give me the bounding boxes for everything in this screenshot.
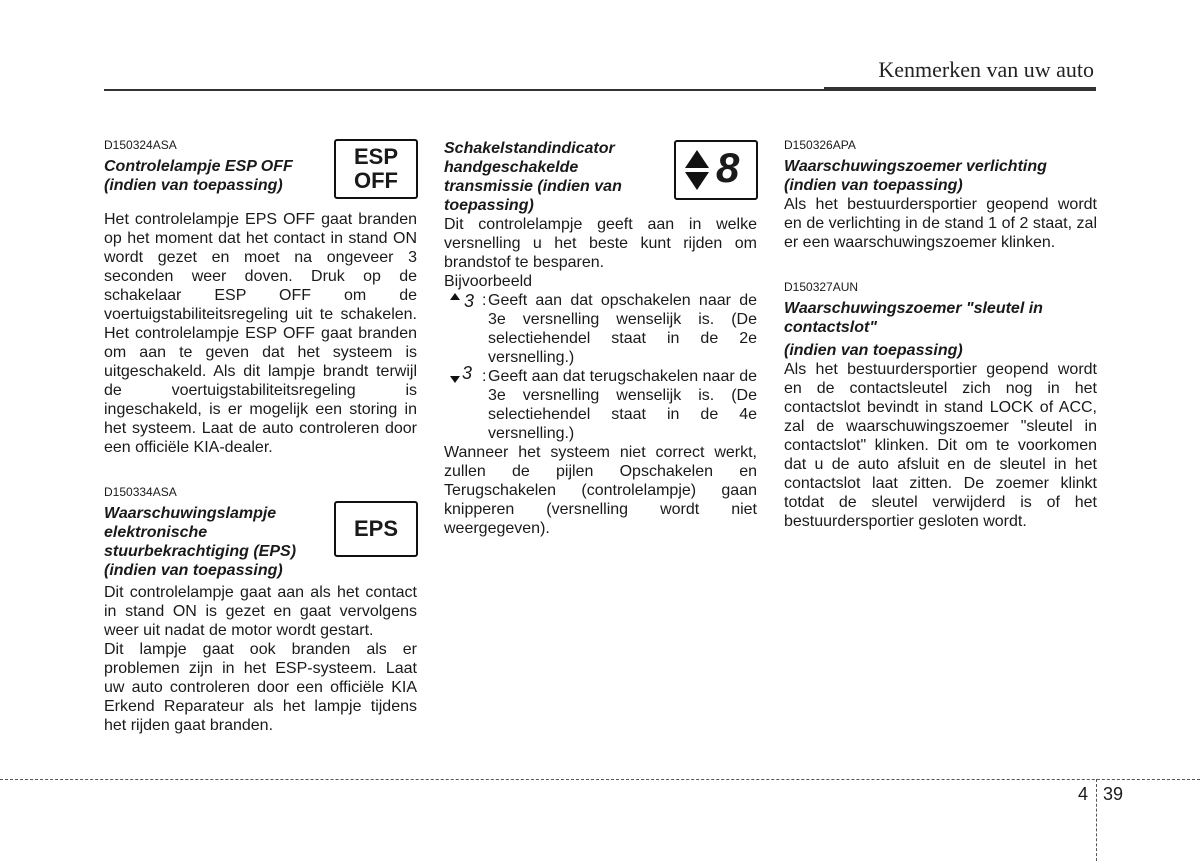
upshift-arrow-icon bbox=[448, 291, 478, 316]
example-text: Geeft aan dat terugschakelen naar de 3e versnelling wenselijk is. (De selectiehendel staat in de 4e versnelling.) bbox=[488, 368, 757, 442]
section-body: Dit controlelampje geeft aan in welke versnelling u het beste kunt rijden om brandstof te besparen. bbox=[444, 216, 757, 271]
footer-divider bbox=[1096, 779, 1097, 861]
section-body: Als het bestuurdersportier geopend wordt en de verlichting in de stand 1 of 2 staat, zal er een waarschuwingszoemer klinken. bbox=[784, 196, 1097, 251]
gear-number: 3 bbox=[462, 363, 473, 383]
example-label: Bijvoorbeeld bbox=[444, 273, 533, 290]
downshift-arrow-icon bbox=[448, 363, 478, 392]
esp-off-indicator-icon bbox=[334, 139, 418, 199]
footer-rule bbox=[0, 779, 1200, 780]
section-body: Dit lampje gaat ook branden als er problemen zijn in het ESP-systeem. Laat uw auto controleren door een officiële KIA Erkend Reparateur als het lampje tijdens het rijden gaat branden. bbox=[104, 641, 417, 734]
section-heading: Waarschuwingszoemer verlichting (indien van toepassing) bbox=[784, 158, 1047, 194]
gear-digit: 8 bbox=[716, 144, 740, 191]
section-code: D150327AUN bbox=[784, 280, 859, 294]
esp-off-icon-label: OFF bbox=[354, 168, 398, 193]
esp-off-icon-label: ESP bbox=[353, 144, 399, 169]
header-rule-accent bbox=[824, 87, 1096, 91]
example-text: Geeft aan dat opschakelen naar de 3e versnelling wenselijk is. (De selectiehendel staat in de 2e versnelling.) bbox=[488, 292, 757, 366]
eps-icon-label: EPS bbox=[353, 516, 399, 541]
chapter-number: 4 bbox=[1078, 784, 1089, 804]
section-code: D150326APA bbox=[784, 138, 856, 152]
column-3 bbox=[784, 138, 1097, 531]
section-code: D150334ASA bbox=[104, 485, 177, 499]
section-body: Als het bestuurdersportier geopend wordt en de contactsleutel zich nog in het contactslot bevindt in stand LOCK of ACC, zal de waarschuwingszoemer "sleutel in contactslot" klinken. Dit om te voorkomen dat u de auto afsluit en de sleutel in het contactslot laat zitten. De zoemer klinkt totdat de sleutel verwijderd is of het bestuurdersportier gesloten wordt. bbox=[784, 361, 1097, 530]
section-heading: Waarschuwingslampje elektronische stuurbekrachtiging (EPS) (indien van toepassing) bbox=[104, 505, 297, 579]
colon: : bbox=[482, 292, 487, 309]
downshift-example bbox=[444, 363, 757, 443]
section-body: Wanneer het systeem niet correct werkt, zullen de pijlen Opschakelen en Terugschakelen (controlelampje) gaan knipperen (versnelling wordt niet weergegeven). bbox=[444, 444, 757, 537]
section-body: Het controlelampje EPS OFF gaat branden op het moment dat het contact in stand ON wordt gezet en moet na ongeveer 3 seconden weer doven. Druk op de schakelaar ESP OFF om de voertuigstabiliteitsregeling uit te schakelen. Het controlelampje ESP OFF gaat branden om aan te geven dat het systeem is uitgeschakeld. Als dit lampje brandt terwijl de voertuigstabiliteitsregeling is ingeschakeld, is er mogelijk een storing in het systeem. Laat de auto controleren door een officiële KIA-dealer. bbox=[104, 211, 417, 456]
section-heading: Schakelstandindicator handgeschakelde transmissie (indien van toepassing) bbox=[444, 140, 622, 214]
section-code: D150324ASA bbox=[104, 138, 177, 152]
section-heading: Waarschuwingszoemer "sleutel in contactslot" bbox=[784, 300, 1043, 336]
column-1 bbox=[104, 138, 417, 735]
shift-indicator-icon bbox=[674, 140, 758, 200]
section-heading: (indien van toepassing) bbox=[784, 342, 963, 359]
upshift-example bbox=[444, 291, 757, 367]
page-header-title: Kenmerken van uw auto bbox=[878, 57, 1094, 82]
colon: : bbox=[482, 368, 487, 385]
page-number: 39 bbox=[1103, 784, 1124, 804]
section-body: Dit controlelampje gaat aan als het contact in stand ON is gezet en gaat vervolgens weer uit nadat de motor wordt gestart. bbox=[104, 584, 417, 639]
eps-warning-icon bbox=[334, 501, 418, 557]
section-heading: Controlelampje ESP OFF (indien van toepassing) bbox=[104, 158, 293, 194]
gear-number: 3 bbox=[464, 291, 475, 311]
